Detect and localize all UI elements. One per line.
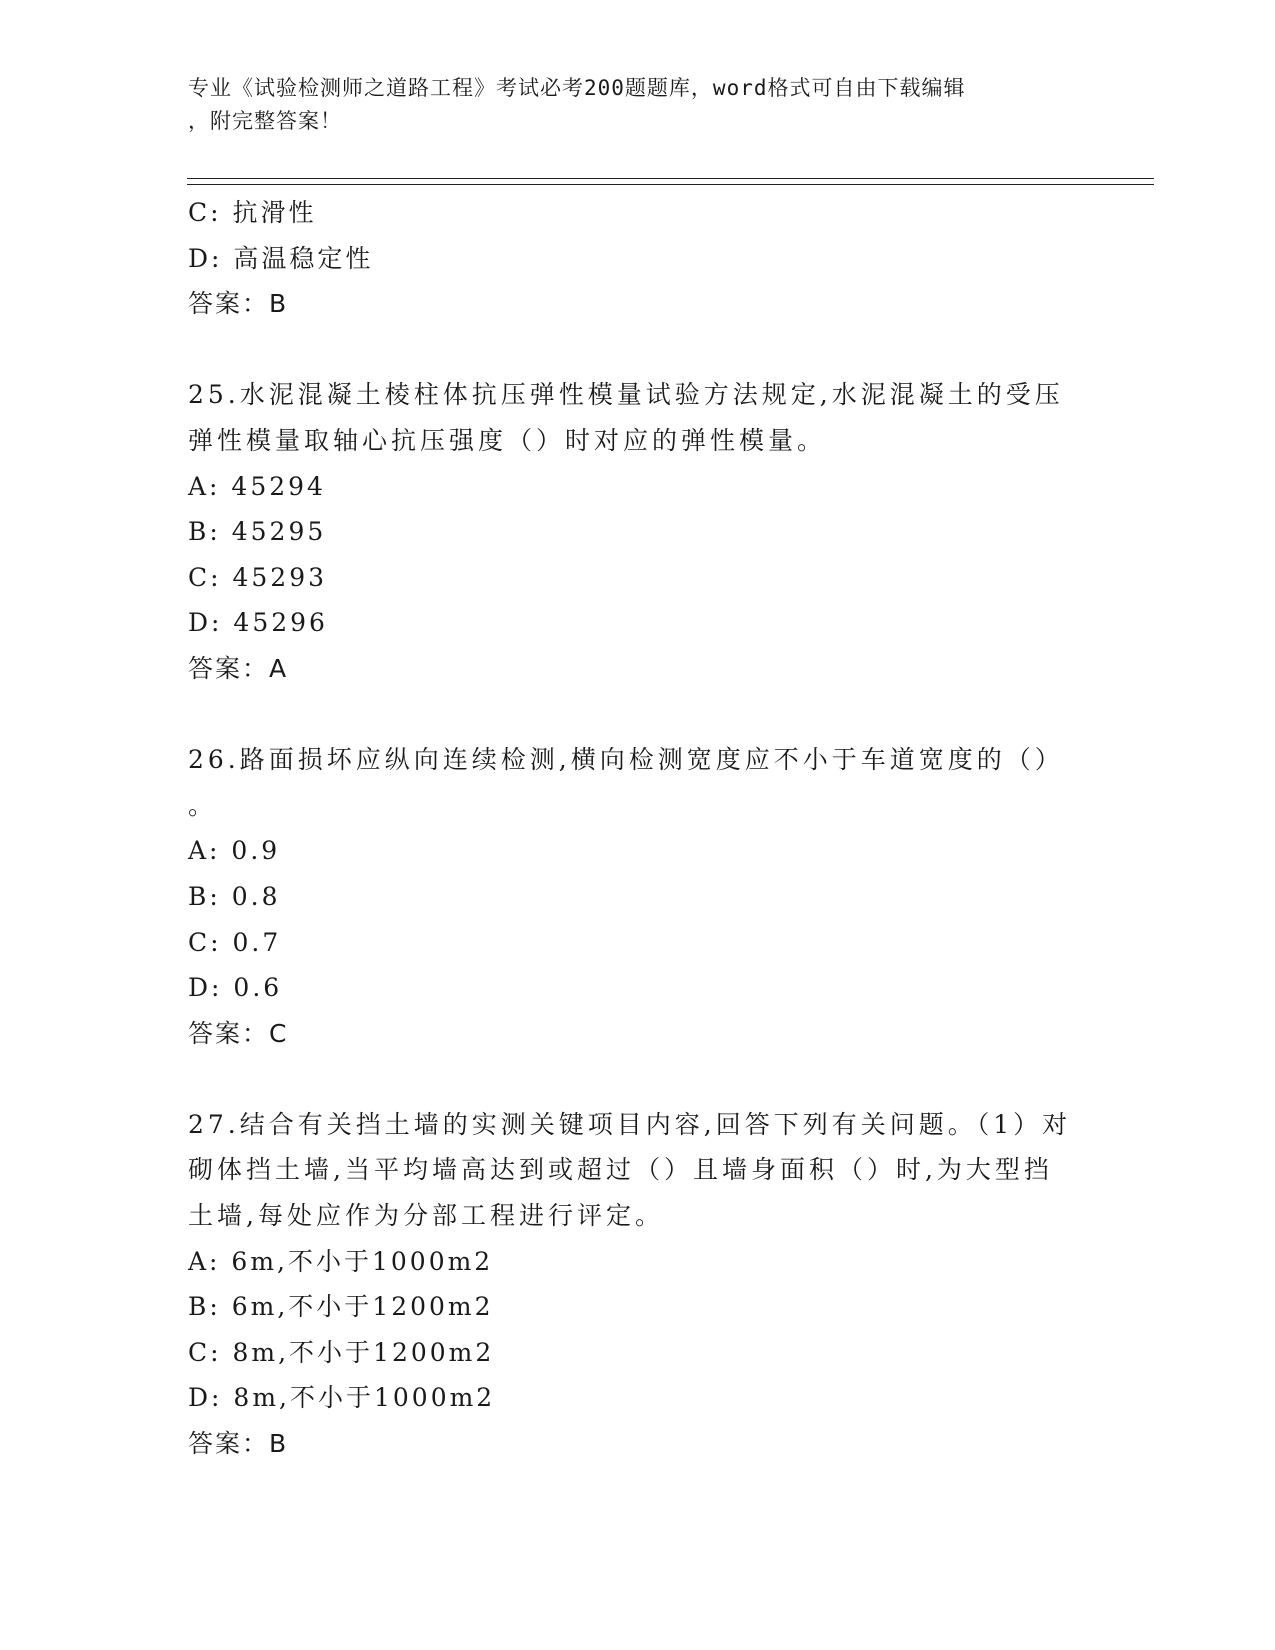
question-stem-line: 弹性模量取轴心抗压强度（）时对应的弹性模量。	[188, 425, 827, 455]
option-c: C: 0.7	[188, 927, 282, 957]
question-stem-line: 砌体挡土墙,当平均墙高达到或超过（）且墙身面积（）时,为大型挡	[188, 1155, 1053, 1185]
option-d: D: 高温稳定性	[188, 243, 374, 273]
option-a: A: 6m,不小于1000m2	[188, 1246, 494, 1276]
question-list	[188, 190, 1088, 1467]
question-stem-line: 土墙,每处应作为分部工程进行评定。	[188, 1201, 664, 1231]
question-stem-line: 。	[188, 790, 218, 820]
answer-line: 答案：B	[188, 1429, 289, 1459]
option-b: B: 45295	[188, 517, 327, 547]
header-divider-top	[187, 178, 1154, 179]
option-d: D: 45296	[188, 608, 328, 638]
question-25	[188, 372, 1088, 691]
header-divider-bottom	[187, 184, 1154, 185]
previous-question-tail	[188, 190, 1088, 327]
answer-line: 答案：B	[188, 289, 289, 319]
answer-line: 答案：A	[188, 653, 289, 683]
header-title-line-2: ，附完整答案！	[188, 109, 342, 133]
question-spacer	[188, 327, 1088, 373]
option-a: A: 0.9	[188, 836, 281, 866]
question-spacer	[188, 692, 1088, 738]
option-c: C: 抗滑性	[188, 198, 317, 227]
question-stem-line: 27.结合有关挡土墙的实测关键项目内容,回答下列有关问题。（1）对	[188, 1109, 1072, 1139]
option-d: D: 0.6	[188, 973, 283, 1003]
question-stem-line: 25.水泥混凝土棱柱体抗压弹性模量试验方法规定,水泥混凝土的受压	[188, 380, 1064, 410]
header-title-line-1: 专业《试验检测师之道路工程》考试必考200题题库，word格式可自由下载编辑	[188, 76, 966, 100]
question-stem-line: 26.路面损坏应纵向连续检测,横向检测宽度应不小于车道宽度的（）	[188, 745, 1064, 775]
option-c: C: 45293	[188, 562, 328, 592]
question-spacer	[188, 1056, 1088, 1102]
option-b: B: 0.8	[188, 881, 281, 911]
option-d: D: 8m,不小于1000m2	[188, 1383, 496, 1413]
option-a: A: 45294	[188, 471, 326, 501]
option-c: C: 8m,不小于1200m2	[188, 1337, 495, 1367]
option-b: B: 6m,不小于1200m2	[188, 1292, 494, 1322]
question-27	[188, 1102, 1088, 1467]
answer-line: 答案：C	[188, 1018, 289, 1048]
question-26	[188, 737, 1088, 1056]
page-header	[188, 72, 1078, 138]
